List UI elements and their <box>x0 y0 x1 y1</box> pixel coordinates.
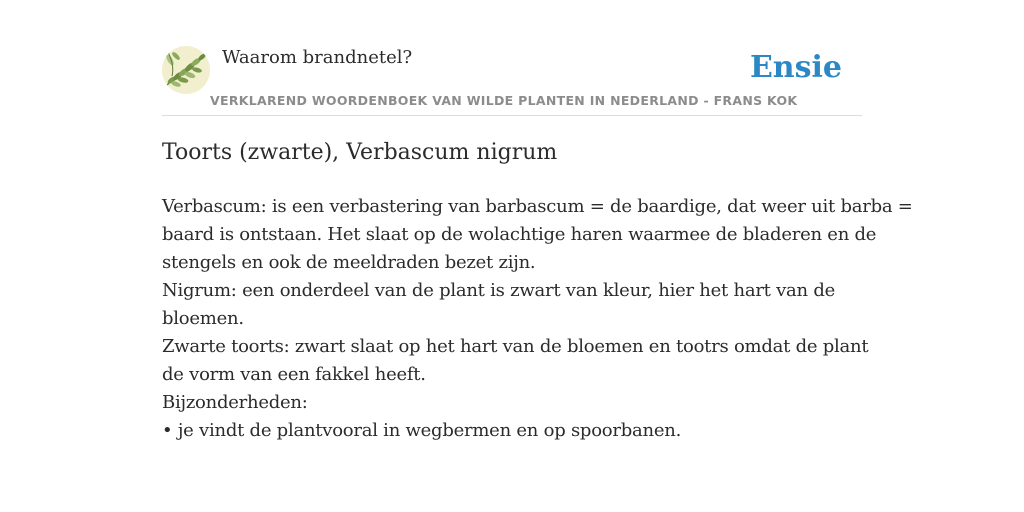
entry-title: Toorts (zwarte), Verbascum nigrum <box>162 140 558 165</box>
entry-line: stengels en ook de meeldraden bezet zijn. <box>162 252 536 273</box>
entry-line: baard is ontstaan. Het slaat op de wolachtige haren waarmee de bladeren en de <box>162 224 877 245</box>
dictionary-subtitle[interactable]: VERKLAREND WOORDENBOEK VAN WILDE PLANTEN IN NEDERLAND - FRANS KOK <box>210 93 798 108</box>
plant-leaves-icon[interactable] <box>162 46 210 94</box>
entry-line: Zwarte toorts: zwart slaat op het hart van de bloemen en tootrs omdat de plant <box>162 336 869 357</box>
entry-line: Bijzonderheden: <box>162 392 308 413</box>
ensie-logo[interactable]: Ensie <box>749 50 842 85</box>
entry-line: • je vindt de plantvooral in wegbermen en op spoorbanen. <box>162 420 682 441</box>
site-title[interactable]: Waarom brandnetel? <box>222 47 413 68</box>
entry-line: Verbascum: is een verbastering van barbascum = de baardige, dat weer uit barba = <box>162 196 913 217</box>
site-header <box>162 44 862 116</box>
entry-line: bloemen. <box>162 308 244 329</box>
entry-body <box>162 193 913 445</box>
entry-line: de vorm van een fakkel heeft. <box>162 364 426 385</box>
header-divider <box>162 115 862 116</box>
entry-line: Nigrum: een onderdeel van de plant is zwart van kleur, hier het hart van de <box>162 280 836 301</box>
